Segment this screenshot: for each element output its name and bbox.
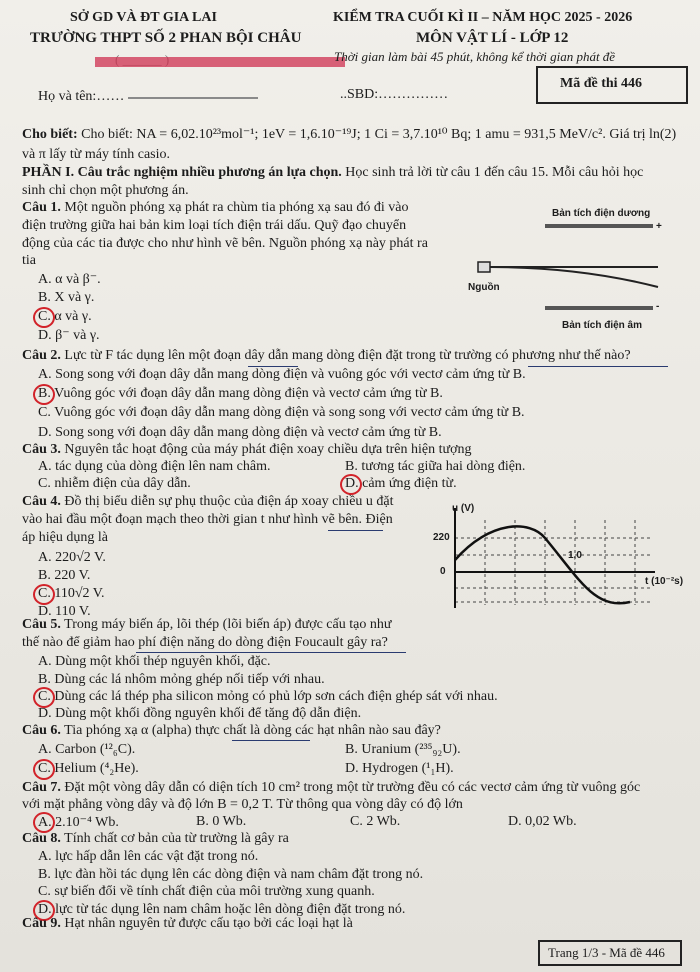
q6-stem: Câu 6. Tia phóng xạ α (alpha) thực chất là dòng các hạt nhân nào sau đây?: [22, 723, 441, 738]
plus-sign: +: [656, 221, 662, 232]
q3-stem: Câu 3. Nguyên tắc hoạt động của máy phát điện xoay chiều dựa trên hiện tượng: [22, 442, 472, 457]
part1-heading-2: sinh chỉ chọn một phương án.: [22, 183, 189, 198]
q3-option-a[interactable]: A. tác dụng của dòng điện lên nam châm.: [38, 459, 271, 474]
school-name: TRƯỜNG THPT SỐ 2 PHAN BỘI CHÂU: [30, 30, 302, 46]
q1-option-b[interactable]: B. X và γ.: [38, 290, 95, 305]
plate-positive: [545, 224, 653, 228]
answer-mark-q3: [340, 474, 362, 495]
q7-option-c[interactable]: C. 2 Wb.: [350, 814, 401, 829]
exam-code: Mã đề thi 446: [560, 76, 643, 91]
q5-line-1: Câu 5. Trong máy biến áp, lõi thép (lõi biến áp) được cấu tạo như: [22, 617, 392, 632]
q3-option-c[interactable]: C. nhiễm điện của dây dẫn.: [38, 476, 191, 491]
q5-option-c[interactable]: C. Dùng các lá thép pha silicon mỏng có phủ lớp sơn cách điện ghép sát với nhau.: [38, 689, 498, 704]
answer-mark-q6: [33, 759, 55, 780]
q1-option-d[interactable]: D. β⁻ và γ.: [38, 328, 100, 343]
q1-line-3: động của các tia được cho như hình vẽ bên. Nguồn phóng xạ này phát ra: [22, 236, 428, 251]
plate-negative-label: Bản tích điện âm: [562, 320, 643, 331]
source-label: Nguồn: [468, 282, 500, 293]
q4-option-a[interactable]: A. 220√2 V.: [38, 550, 106, 565]
q4-line-3: áp hiệu dụng là: [22, 530, 108, 545]
q2-option-d[interactable]: D. Song song với đoạn dây dẫn mang dòng điện và vectơ cảm ứng từ B.: [38, 425, 442, 440]
exam-code-box: [536, 66, 688, 104]
q6-option-b[interactable]: B. Uranium (²³⁵₉₂U).: [345, 742, 461, 757]
q1-line-4: tia: [22, 253, 36, 268]
graph-xlabel: t (10⁻²s): [645, 576, 684, 587]
q4-option-c[interactable]: C. 110√2 V.: [38, 586, 105, 601]
voltage-time-graph: [420, 500, 680, 610]
q8-option-a[interactable]: A. lực hấp dẫn lên các vật đặt trong nó.: [38, 849, 259, 864]
q1-option-a[interactable]: A. α và β⁻.: [38, 272, 101, 287]
q6-option-c[interactable]: C. Helium (⁴₂He).: [38, 761, 139, 776]
graph-ylabel: u (V): [452, 503, 475, 514]
q7-option-a[interactable]: A. 2.10⁻⁴ Wb.: [38, 815, 119, 830]
plate-negative: [545, 306, 653, 310]
q3-option-b[interactable]: B. tương tác giữa hai dòng điện.: [345, 459, 526, 474]
answer-mark-q7: [33, 812, 55, 833]
q4-option-d[interactable]: D. 110 V.: [38, 604, 91, 619]
exam-title: KIỂM TRA CUỐI KÌ II – NĂM HỌC 2025 - 2026: [333, 10, 633, 25]
answer-mark-q1: [33, 307, 55, 328]
q7-option-b[interactable]: B. 0 Wb.: [196, 814, 247, 829]
name-line: [128, 97, 258, 99]
q7-option-d[interactable]: D. 0,02 Wb.: [508, 814, 577, 829]
plate-positive-label: Bản tích điện dương: [552, 208, 651, 219]
q3-option-d[interactable]: D. cảm ứng điện từ.: [345, 476, 457, 491]
q1-line-1: Câu 1. Một nguồn phóng xạ phát ra chùm tia phóng xạ sau đó đi vào: [22, 200, 409, 215]
graph-ymax: 220: [433, 532, 450, 543]
q5-option-b[interactable]: B. Dùng các lá nhôm mỏng ghép nối tiếp với nhau.: [38, 672, 325, 687]
q1-line-2: điện trường giữa hai bản kim loại tích điện trái dấu. Quỹ đạo chuyển: [22, 218, 407, 233]
q4-line-2: vào hai đầu một đoạn mạch theo thời gian t như hình vẽ bên. Điện: [22, 512, 393, 527]
dept-name: SỞ GD VÀ ĐT GIA LAI: [70, 10, 217, 25]
answer-mark-q4: [33, 584, 55, 605]
q2-option-c[interactable]: C. Vuông góc với đoạn dây dẫn mang dòng điện và song song với vectơ cảm ứng từ B.: [38, 405, 525, 420]
page-footer-box: [538, 940, 682, 966]
q8-option-d[interactable]: D. lực từ tác dụng lên nam châm hoặc lên dòng điện đặt trong nó.: [38, 902, 406, 917]
q1-option-c[interactable]: C. α và γ.: [38, 309, 92, 324]
q2-option-b[interactable]: B. Vuông góc với đoạn dây dẫn mang dòng điện và vectơ cảm ứng từ B.: [38, 386, 443, 401]
pen-underline: [136, 652, 406, 653]
sbd-label: ..SBD:……………: [340, 87, 449, 102]
subject-title: MÔN VẬT LÍ - LỚP 12: [416, 30, 569, 46]
q8-stem: Câu 8. Tính chất cơ bản của từ trường là gây ra: [22, 831, 289, 846]
name-label: Họ và tên:……: [38, 89, 125, 104]
pen-underline: [528, 366, 668, 367]
redaction-bar: [95, 57, 345, 67]
q8-option-c[interactable]: C. sự biến đổi về tính chất điện của môi trường xung quanh.: [38, 884, 375, 899]
part1-heading: PHẦN I. Câu trắc nghiệm nhiều phương án lựa chọn. Học sinh trả lời từ câu 1 đến câu 15. Mỗi câu hỏi học: [22, 165, 644, 180]
q2-option-a[interactable]: A. Song song với đoạn dây dẫn mang dòng điện và vuông góc với vectơ cảm ứng từ B.: [38, 367, 526, 382]
given-line-2: và π lấy từ máy tính casio.: [22, 147, 171, 162]
q8-option-b[interactable]: B. lực đàn hồi tác dụng lên các dòng điện và nam châm đặt trong nó.: [38, 867, 424, 882]
answer-mark-q2: [33, 384, 55, 405]
given-line-1: Cho biết: Cho biết: NA = 6,02.10²³mol⁻¹; 1eV = 1,6.10⁻¹⁹J; 1 Ci = 3,7.10¹⁰ Bq; 1 amu = 931,5 MeV/c². Giá trị ln(2): [22, 127, 677, 142]
answer-mark-q5: [33, 687, 55, 708]
q4-option-b[interactable]: B. 220 V.: [38, 568, 91, 583]
q7-line-1: Câu 7. Đặt một vòng dây dẫn có diện tích 10 cm² trong một từ trường đều có các vectơ cảm ứng từ vuông góc: [22, 780, 641, 795]
q6-option-a[interactable]: A. Carbon (¹²₆C).: [38, 742, 136, 757]
page-footer: Trang 1/3 - Mã đề 446: [548, 945, 665, 960]
minus-sign: -: [656, 301, 660, 312]
q5-line-2: thế nào để giảm hao phí điện năng do dòng điện Foucault gây ra?: [22, 635, 388, 650]
graph-t-label: 1,0: [568, 550, 582, 561]
q2-stem: Câu 2. Lực từ F tác dụng lên một đoạn dây dẫn mang dòng điện đặt trong từ trường có phương như thế nào?: [22, 348, 631, 363]
time-note: Thời gian làm bài 45 phút, không kể thời gian phát đề: [334, 49, 616, 64]
pen-underline: [232, 740, 310, 741]
q5-option-a[interactable]: A. Dùng một khối thép nguyên khối, đặc.: [38, 654, 271, 669]
q7-line-2: với mặt phẳng vòng dây và độ lớn B = 0,2 T. Từ thông qua vòng dây có độ lớn: [22, 797, 463, 812]
q6-option-d[interactable]: D. Hydrogen (¹₁H).: [345, 761, 454, 776]
q5-option-d[interactable]: D. Dùng một khối đồng nguyên khối để tăng độ dẫn điện.: [38, 706, 362, 721]
q4-line-1: Câu 4. Đồ thị biểu diễn sự phụ thuộc của điện áp xoay chiều u đặt: [22, 494, 394, 509]
q9-stem: Câu 9. Hạt nhân nguyên tử được cấu tạo bởi các loại hạt là: [22, 916, 353, 931]
graph-zero: 0: [440, 566, 446, 577]
pen-underline: [328, 530, 383, 531]
